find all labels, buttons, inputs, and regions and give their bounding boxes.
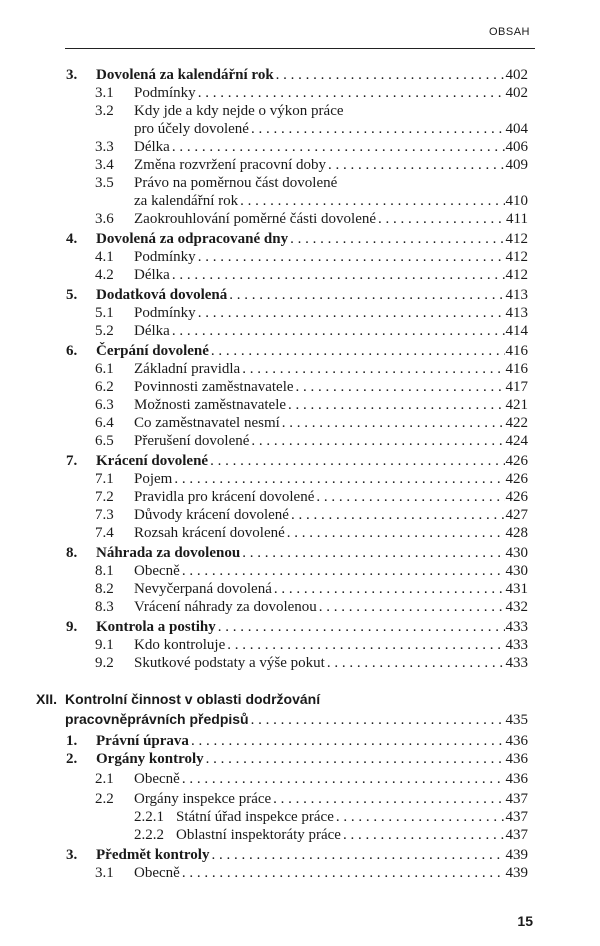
toc-entry-row bbox=[0, 119, 600, 139]
toc-entry-page: 435 bbox=[505, 712, 528, 728]
toc-entry-row bbox=[0, 83, 600, 103]
dot-leader bbox=[249, 710, 505, 730]
toc-entry-row bbox=[0, 789, 600, 809]
toc-entry-number: 3.3 bbox=[95, 139, 114, 155]
toc-entry-number: 8.3 bbox=[95, 599, 114, 615]
dot-leader bbox=[180, 561, 505, 581]
page-number: 15 bbox=[517, 913, 533, 929]
dot-leader bbox=[196, 83, 505, 103]
toc-entry-number: 7.2 bbox=[95, 489, 114, 505]
toc-entry-number: 1. bbox=[66, 733, 78, 749]
toc-entry-row bbox=[0, 265, 600, 285]
toc-entry-title: pracovněprávních předpisů bbox=[65, 711, 249, 727]
toc-entry-page: 436 bbox=[505, 733, 528, 749]
toc-entry-page: 433 bbox=[505, 637, 528, 653]
toc-entry-row bbox=[0, 101, 600, 121]
toc-entry-number: 3.1 bbox=[95, 865, 114, 881]
toc-entry-row bbox=[0, 505, 600, 525]
toc-entry-number: 7.1 bbox=[95, 471, 114, 487]
toc-entry-row bbox=[0, 137, 600, 157]
toc-entry-title: Obecně bbox=[134, 771, 180, 787]
dot-leader bbox=[272, 579, 505, 599]
toc-entry-row bbox=[0, 579, 600, 599]
toc-entry-number: 3.4 bbox=[95, 157, 114, 173]
toc-entry-page: 416 bbox=[505, 361, 528, 377]
toc-entry-title: Délka bbox=[134, 323, 170, 339]
toc-chapter-row bbox=[0, 709, 600, 729]
dot-leader bbox=[280, 413, 505, 433]
toc-entry-number: 9.1 bbox=[95, 637, 114, 653]
dot-leader bbox=[170, 321, 505, 341]
toc-entry-page: 437 bbox=[505, 791, 528, 807]
toc-entry-row bbox=[0, 229, 600, 249]
toc-entry-number: 3. bbox=[66, 67, 78, 83]
toc-entry-page: 433 bbox=[505, 655, 528, 671]
toc-entry-title: Obecně bbox=[134, 865, 180, 881]
toc-entry-row bbox=[0, 597, 600, 617]
toc-entry-title: Pojem bbox=[134, 471, 173, 487]
toc-entry-row bbox=[0, 825, 600, 845]
toc-entry-title: Důvody krácení dovolené bbox=[134, 507, 289, 523]
toc-entry-number: 6.4 bbox=[95, 415, 114, 431]
toc-entry-title: Náhrada za dovolenou bbox=[96, 545, 241, 561]
dot-leader bbox=[180, 863, 505, 883]
toc-entry-number: 8. bbox=[66, 545, 78, 561]
toc-entry-title: Podmínky bbox=[134, 305, 196, 321]
toc-entry-row bbox=[0, 653, 600, 673]
toc-entry-number: 3.5 bbox=[95, 175, 114, 191]
toc-entry-row bbox=[0, 65, 600, 85]
toc-entry-title: Dodatková dovolená bbox=[96, 287, 228, 303]
toc-entry-title: Státní úřad inspekce práce bbox=[176, 809, 334, 825]
toc-entry-number: 2.1 bbox=[95, 771, 114, 787]
running-header bbox=[65, 0, 535, 49]
toc-entry-title: Možnosti zaměstnavatele bbox=[134, 397, 287, 413]
toc-entry-number: 2.2.2 bbox=[134, 827, 164, 843]
toc-entry-title: za kalendářní rok bbox=[134, 193, 239, 209]
toc-chapter-row bbox=[0, 689, 600, 709]
toc-entry-page: 412 bbox=[505, 231, 528, 247]
toc-entry-row bbox=[0, 635, 600, 655]
toc-entry-page: 422 bbox=[505, 415, 528, 431]
toc-entry-number: 3.1 bbox=[95, 85, 114, 101]
toc-entry-page: 439 bbox=[505, 865, 528, 881]
toc-entry-page: 412 bbox=[505, 249, 528, 265]
toc-entry-page: 409 bbox=[505, 157, 528, 173]
dot-leader bbox=[249, 119, 505, 139]
toc-entry-number: 7. bbox=[66, 453, 78, 469]
toc-entry-row bbox=[0, 395, 600, 415]
toc-entry-row bbox=[0, 431, 600, 451]
toc-entry-title: Oblastní inspektoráty práce bbox=[176, 827, 341, 843]
toc-entry-row bbox=[0, 731, 600, 751]
toc-entry-title: Krácení dovolené bbox=[96, 453, 209, 469]
dot-leader bbox=[288, 229, 504, 249]
toc-entry-title: Přerušení dovolené bbox=[134, 433, 250, 449]
toc-entry-title: Délka bbox=[134, 139, 170, 155]
toc-entry-row bbox=[0, 155, 600, 175]
dot-leader bbox=[271, 789, 504, 809]
toc-entry-number: 5.2 bbox=[95, 323, 114, 339]
dot-leader bbox=[227, 285, 504, 305]
toc-entry-page: 439 bbox=[505, 847, 528, 863]
toc-entry-page: 431 bbox=[505, 581, 528, 597]
dot-leader bbox=[170, 265, 505, 285]
dot-leader bbox=[240, 543, 504, 563]
toc-entry-page: 430 bbox=[505, 563, 528, 579]
toc-entry-row bbox=[0, 359, 600, 379]
toc-entry-row bbox=[0, 285, 600, 305]
toc-entry-page: 426 bbox=[505, 471, 528, 487]
toc-entry-page: 413 bbox=[505, 305, 528, 321]
toc-entry-page: 427 bbox=[505, 507, 528, 523]
toc-entry-number: 2. bbox=[66, 751, 78, 767]
dot-leader bbox=[285, 523, 505, 543]
toc-entry-page: 437 bbox=[505, 827, 528, 843]
toc-entry-row bbox=[0, 469, 600, 489]
dot-leader bbox=[209, 845, 504, 865]
toc-entry-title: Základní pravidla bbox=[134, 361, 241, 377]
dot-leader bbox=[289, 505, 505, 525]
toc-entry-title: Vrácení náhrady za dovolenou bbox=[134, 599, 317, 615]
toc-entry-row bbox=[0, 341, 600, 361]
toc-entry-title: Dovolená za odpracované dny bbox=[96, 231, 289, 247]
header-title: OBSAH bbox=[488, 26, 530, 38]
dot-leader bbox=[189, 731, 505, 751]
toc-entry-page: 416 bbox=[505, 343, 528, 359]
toc-entry-number: 6.1 bbox=[95, 361, 114, 377]
toc-entry-number: 7.3 bbox=[95, 507, 114, 523]
dot-leader bbox=[216, 617, 505, 637]
toc-entry-title: Pravidla pro krácení dovolené bbox=[134, 489, 315, 505]
toc-entry-title: Kdo kontroluje bbox=[134, 637, 226, 653]
toc-entry-title: Orgány inspekce práce bbox=[134, 791, 272, 807]
toc-entry-row bbox=[0, 617, 600, 637]
dot-leader bbox=[376, 209, 505, 229]
toc-entry-number: 8.2 bbox=[95, 581, 114, 597]
toc-entry-page: 412 bbox=[505, 267, 528, 283]
dot-leader bbox=[294, 377, 505, 397]
toc-entry-title: Obecně bbox=[134, 563, 180, 579]
toc-entry-row bbox=[0, 173, 600, 193]
dot-leader bbox=[225, 635, 504, 655]
toc-entry-number: 5.1 bbox=[95, 305, 114, 321]
dot-leader bbox=[240, 359, 504, 379]
toc-entry-row bbox=[0, 543, 600, 563]
toc-entry-row bbox=[0, 769, 600, 789]
toc-entry-number: 4. bbox=[66, 231, 78, 247]
toc-entry-page: 414 bbox=[505, 323, 528, 339]
toc-entry-number: 3.2 bbox=[95, 103, 114, 119]
toc-entry-page: 430 bbox=[505, 545, 528, 561]
dot-leader bbox=[196, 247, 505, 267]
toc-entry-number: 3.6 bbox=[95, 211, 114, 227]
dot-leader bbox=[238, 191, 504, 211]
dot-leader bbox=[334, 807, 505, 827]
toc-entry-row bbox=[0, 377, 600, 397]
toc-entry-row bbox=[0, 863, 600, 883]
dot-leader bbox=[204, 749, 505, 769]
toc-entry-page: 404 bbox=[505, 121, 528, 137]
dot-leader bbox=[209, 341, 505, 361]
toc-entry-page: 432 bbox=[505, 599, 528, 615]
toc-entry-page: 402 bbox=[505, 67, 528, 83]
toc-entry-row bbox=[0, 523, 600, 543]
toc-entry-page: 410 bbox=[505, 193, 528, 209]
toc-entry-row bbox=[0, 561, 600, 581]
toc-entry-page: 424 bbox=[505, 433, 528, 449]
toc-entry-page: 426 bbox=[505, 453, 528, 469]
toc-entry-title: Nevyčerpaná dovolená bbox=[134, 581, 272, 597]
toc-entry-title: Zaokrouhlování poměrné části dovolené bbox=[134, 211, 377, 227]
toc-entry-title: Podmínky bbox=[134, 249, 196, 265]
toc-entry-number: 7.4 bbox=[95, 525, 114, 541]
toc-entry-page: 402 bbox=[505, 85, 528, 101]
dot-leader bbox=[208, 451, 504, 471]
dot-leader bbox=[196, 303, 505, 323]
toc-entry-page: 411 bbox=[506, 211, 528, 227]
toc-entry-number: 3. bbox=[66, 847, 78, 863]
dot-leader bbox=[286, 395, 504, 415]
toc-entry-number: 6.5 bbox=[95, 433, 114, 449]
toc-entry-number: 6.3 bbox=[95, 397, 114, 413]
dot-leader bbox=[172, 469, 504, 489]
toc-entry-row bbox=[0, 209, 600, 229]
toc-entry-number: 9. bbox=[66, 619, 78, 635]
toc-entry-page: 437 bbox=[505, 809, 528, 825]
dot-leader bbox=[170, 137, 505, 157]
toc-entry-title: Právo na poměrnou část dovolené bbox=[134, 175, 338, 191]
toc-entry-row bbox=[0, 451, 600, 471]
toc-entry-page: 426 bbox=[505, 489, 528, 505]
toc-entry-title: Dovolená za kalendářní rok bbox=[96, 67, 274, 83]
toc-entry-title: Čerpání dovolené bbox=[96, 343, 209, 359]
toc-entry-title: Právní úprava bbox=[96, 733, 189, 749]
toc-entry-page: 436 bbox=[505, 751, 528, 767]
toc-entry-page: 421 bbox=[505, 397, 528, 413]
dot-leader bbox=[274, 65, 505, 85]
dot-leader bbox=[317, 597, 505, 617]
dot-leader bbox=[341, 825, 505, 845]
toc-entry-row bbox=[0, 845, 600, 865]
toc-entry-title: Předmět kontroly bbox=[96, 847, 210, 863]
toc-entry-number: 9.2 bbox=[95, 655, 114, 671]
toc-entry-page: 413 bbox=[505, 287, 528, 303]
dot-leader bbox=[325, 653, 505, 673]
toc-entry-number: 6.2 bbox=[95, 379, 114, 395]
toc-entry-row bbox=[0, 321, 600, 341]
dot-leader bbox=[180, 769, 505, 789]
toc-entry-page: 433 bbox=[505, 619, 528, 635]
toc-entry-title: Kdy jde a kdy nejde o výkon práce bbox=[134, 103, 344, 119]
toc-entry-row bbox=[0, 749, 600, 769]
toc-entry-number: 2.2 bbox=[95, 791, 114, 807]
toc-entry-title: Kontrolní činnost v oblasti dodržování bbox=[65, 691, 321, 707]
toc-entry-number: 8.1 bbox=[95, 563, 114, 579]
toc-entry-row bbox=[0, 487, 600, 507]
toc-entry-page: 436 bbox=[505, 771, 528, 787]
dot-leader bbox=[326, 155, 504, 175]
toc-entry-number: 5. bbox=[66, 287, 78, 303]
dot-leader bbox=[314, 487, 504, 507]
toc-entry-title: Podmínky bbox=[134, 85, 196, 101]
toc-entry-row bbox=[0, 413, 600, 433]
toc-entry-number: 2.2.1 bbox=[134, 809, 164, 825]
toc-entry-row bbox=[0, 247, 600, 267]
toc-entry-page: 417 bbox=[505, 379, 528, 395]
toc-entry-row bbox=[0, 191, 600, 211]
toc-entry-title: Délka bbox=[134, 267, 170, 283]
toc-entry-page: 428 bbox=[505, 525, 528, 541]
toc-entry-row bbox=[0, 303, 600, 323]
toc-entry-title: Skutkové podstaty a výše pokut bbox=[134, 655, 325, 671]
toc-entry-title: Povinnosti zaměstnavatele bbox=[134, 379, 294, 395]
toc-entry-title: Orgány kontroly bbox=[96, 751, 204, 767]
toc-entry-title: Změna rozvržení pracovní doby bbox=[134, 157, 327, 173]
toc-entry-number: 4.2 bbox=[95, 267, 114, 283]
toc-entry-title: Rozsah krácení dovolené bbox=[134, 525, 285, 541]
toc-entry-number: 6. bbox=[66, 343, 78, 359]
toc-entry-number: XII. bbox=[36, 691, 58, 707]
toc-entry-title: pro účely dovolené bbox=[134, 121, 249, 137]
dot-leader bbox=[249, 431, 504, 451]
toc-entry-title: Co zaměstnavatel nesmí bbox=[134, 415, 280, 431]
toc-entry-page: 406 bbox=[505, 139, 528, 155]
toc-entry-number: 4.1 bbox=[95, 249, 114, 265]
toc-entry-title: Kontrola a postihy bbox=[96, 619, 216, 635]
toc-entry-row bbox=[0, 807, 600, 827]
